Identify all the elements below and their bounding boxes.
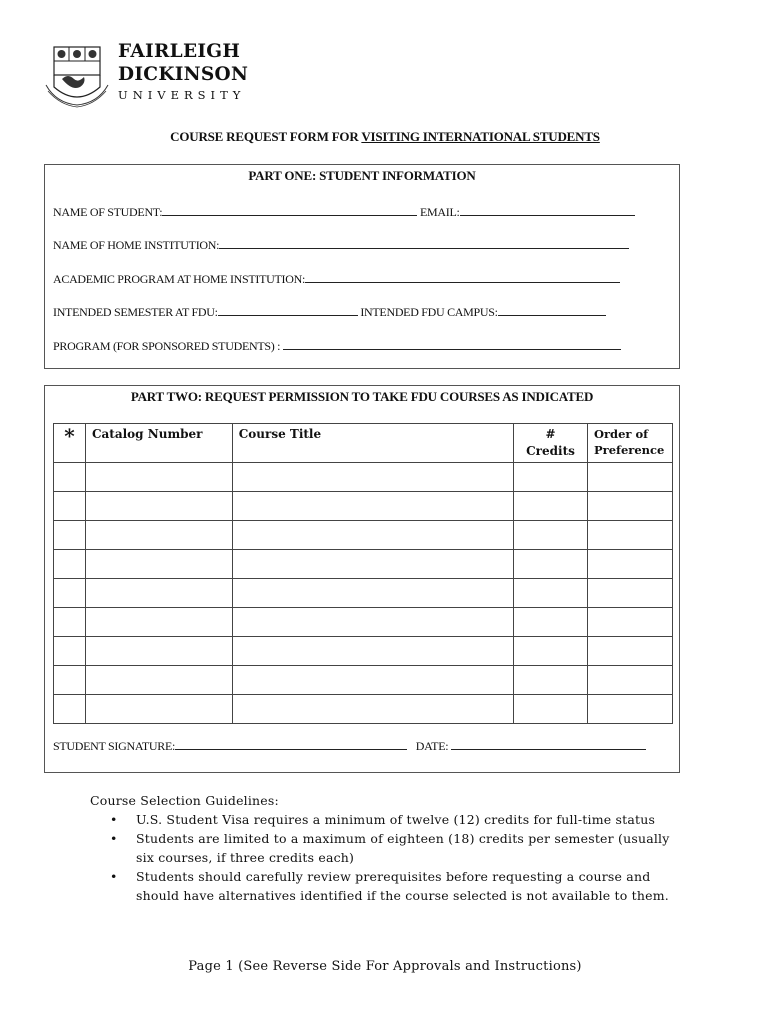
guideline-text: U.S. Student Visa requires a minimum of twelve (12) credits for full-time status	[136, 812, 656, 827]
cell-credits[interactable]	[514, 463, 588, 492]
signature-field[interactable]	[175, 738, 407, 750]
date-label: DATE:	[415, 739, 449, 753]
cell-catalog[interactable]	[85, 550, 232, 579]
cell-title[interactable]	[232, 695, 513, 724]
cell-star[interactable]	[54, 550, 86, 579]
part-two-heading: PART TWO: REQUEST PERMISSION TO TAKE FDU COURSES AS INDICATED	[130, 389, 594, 404]
email-label: EMAIL:	[419, 205, 460, 219]
bullet-icon: •	[110, 812, 118, 827]
cell-credits[interactable]	[514, 521, 588, 550]
campus-field[interactable]	[498, 304, 606, 316]
cell-catalog[interactable]	[85, 608, 232, 637]
semester-label: INTENDED SEMESTER AT FDU:	[53, 305, 218, 319]
logo-line-2: DICKINSON	[118, 64, 249, 85]
cell-catalog[interactable]	[85, 637, 232, 666]
table-row	[54, 695, 673, 724]
cell-star[interactable]	[54, 666, 86, 695]
cell-star[interactable]	[54, 492, 86, 521]
course-table	[53, 423, 673, 724]
form-title-prefix: COURSE REQUEST FORM FOR	[170, 129, 362, 144]
signature-label: STUDENT SIGNATURE:	[53, 739, 176, 753]
part-two-box	[44, 385, 680, 773]
university-seal-icon	[44, 45, 110, 111]
cell-credits[interactable]	[514, 608, 588, 637]
cell-preference[interactable]	[587, 463, 672, 492]
table-row	[54, 463, 673, 492]
sponsored-program-row	[53, 338, 621, 354]
col-star: *	[54, 424, 86, 463]
table-row	[54, 579, 673, 608]
form-title	[0, 129, 770, 145]
part-one-heading: PART ONE: STUDENT INFORMATION	[248, 168, 476, 183]
cell-credits[interactable]	[514, 550, 588, 579]
table-row	[54, 492, 673, 521]
cell-title[interactable]	[232, 550, 513, 579]
cell-star[interactable]	[54, 637, 86, 666]
cell-preference[interactable]	[587, 608, 672, 637]
date-field[interactable]	[451, 738, 646, 750]
table-row	[54, 521, 673, 550]
home-institution-label: NAME OF HOME INSTITUTION:	[53, 238, 220, 252]
col-credits	[514, 424, 588, 463]
cell-star[interactable]	[54, 579, 86, 608]
table-row	[54, 550, 673, 579]
cell-catalog[interactable]	[85, 463, 232, 492]
cell-star[interactable]	[54, 521, 86, 550]
col-catalog-number: Catalog Number	[85, 424, 232, 463]
bullet-icon: •	[110, 869, 118, 884]
home-institution-row	[53, 237, 629, 253]
cell-star[interactable]	[54, 695, 86, 724]
list-item	[110, 810, 670, 829]
cell-title[interactable]	[232, 637, 513, 666]
cell-star[interactable]	[54, 463, 86, 492]
logo-line-3: UNIVERSITY	[118, 88, 246, 102]
email-field[interactable]	[460, 204, 635, 216]
cell-credits[interactable]	[514, 666, 588, 695]
cell-preference[interactable]	[587, 521, 672, 550]
signature-row	[53, 738, 646, 754]
col-credits-line-2: Credits	[526, 444, 575, 458]
home-institution-field[interactable]	[219, 237, 629, 249]
list-item	[110, 829, 670, 867]
col-pref-line-1: Order of	[593, 427, 649, 441]
table-row	[54, 637, 673, 666]
guidelines-heading: Course Selection Guidelines:	[90, 793, 279, 808]
cell-title[interactable]	[232, 521, 513, 550]
cell-preference[interactable]	[587, 579, 672, 608]
col-order-of-preference	[587, 424, 672, 463]
semester-field[interactable]	[218, 304, 358, 316]
part-one-box	[44, 164, 680, 369]
cell-preference[interactable]	[587, 666, 672, 695]
cell-catalog[interactable]	[85, 695, 232, 724]
academic-program-label: ACADEMIC PROGRAM AT HOME INSTITUTION:	[53, 272, 306, 286]
cell-title[interactable]	[232, 463, 513, 492]
cell-catalog[interactable]	[85, 666, 232, 695]
academic-program-field[interactable]	[305, 271, 620, 283]
cell-title[interactable]	[232, 608, 513, 637]
cell-credits[interactable]	[514, 695, 588, 724]
semester-campus-row	[53, 304, 606, 320]
table-row	[54, 608, 673, 637]
list-item	[110, 867, 670, 905]
guideline-text: Students should carefully review prerequisites before requesting a course and should have alternatives identified if the course selected is not available to them.	[136, 869, 669, 903]
sponsored-field[interactable]	[283, 338, 621, 350]
cell-title[interactable]	[232, 579, 513, 608]
cell-preference[interactable]	[587, 492, 672, 521]
cell-catalog[interactable]	[85, 492, 232, 521]
sponsored-label: PROGRAM (FOR SPONSORED STUDENTS) :	[53, 339, 281, 353]
student-name-field[interactable]	[162, 204, 417, 216]
cell-preference[interactable]	[587, 550, 672, 579]
logo-line-1: FAIRLEIGH	[118, 41, 241, 62]
cell-star[interactable]	[54, 608, 86, 637]
student-name-label: NAME OF STUDENT:	[53, 205, 163, 219]
col-credits-line-1: #	[545, 427, 556, 441]
guidelines-list	[110, 810, 670, 905]
student-name-row	[53, 204, 635, 220]
cell-title[interactable]	[232, 666, 513, 695]
table-row	[54, 666, 673, 695]
cell-catalog[interactable]	[85, 521, 232, 550]
cell-title[interactable]	[232, 492, 513, 521]
cell-preference[interactable]	[587, 695, 672, 724]
guideline-text: Students are limited to a maximum of eighteen (18) credits per semester (usually six courses, if three credits each)	[136, 831, 670, 865]
page-footer: Page 1 (See Reverse Side For Approvals and Instructions)	[188, 959, 582, 974]
cell-credits[interactable]	[514, 492, 588, 521]
course-selection-guidelines	[90, 791, 670, 905]
university-logo	[44, 40, 264, 112]
cell-credits[interactable]	[514, 637, 588, 666]
course-table-header	[54, 424, 673, 463]
col-course-title: Course Title	[232, 424, 513, 463]
campus-label: INTENDED FDU CAMPUS:	[360, 305, 498, 319]
form-title-underlined: VISITING INTERNATIONAL STUDENTS	[361, 129, 600, 144]
cell-catalog[interactable]	[85, 579, 232, 608]
bullet-icon: •	[110, 831, 118, 846]
academic-program-row	[53, 271, 620, 287]
cell-credits[interactable]	[514, 579, 588, 608]
cell-preference[interactable]	[587, 637, 672, 666]
col-pref-line-2: Preference	[593, 443, 665, 457]
